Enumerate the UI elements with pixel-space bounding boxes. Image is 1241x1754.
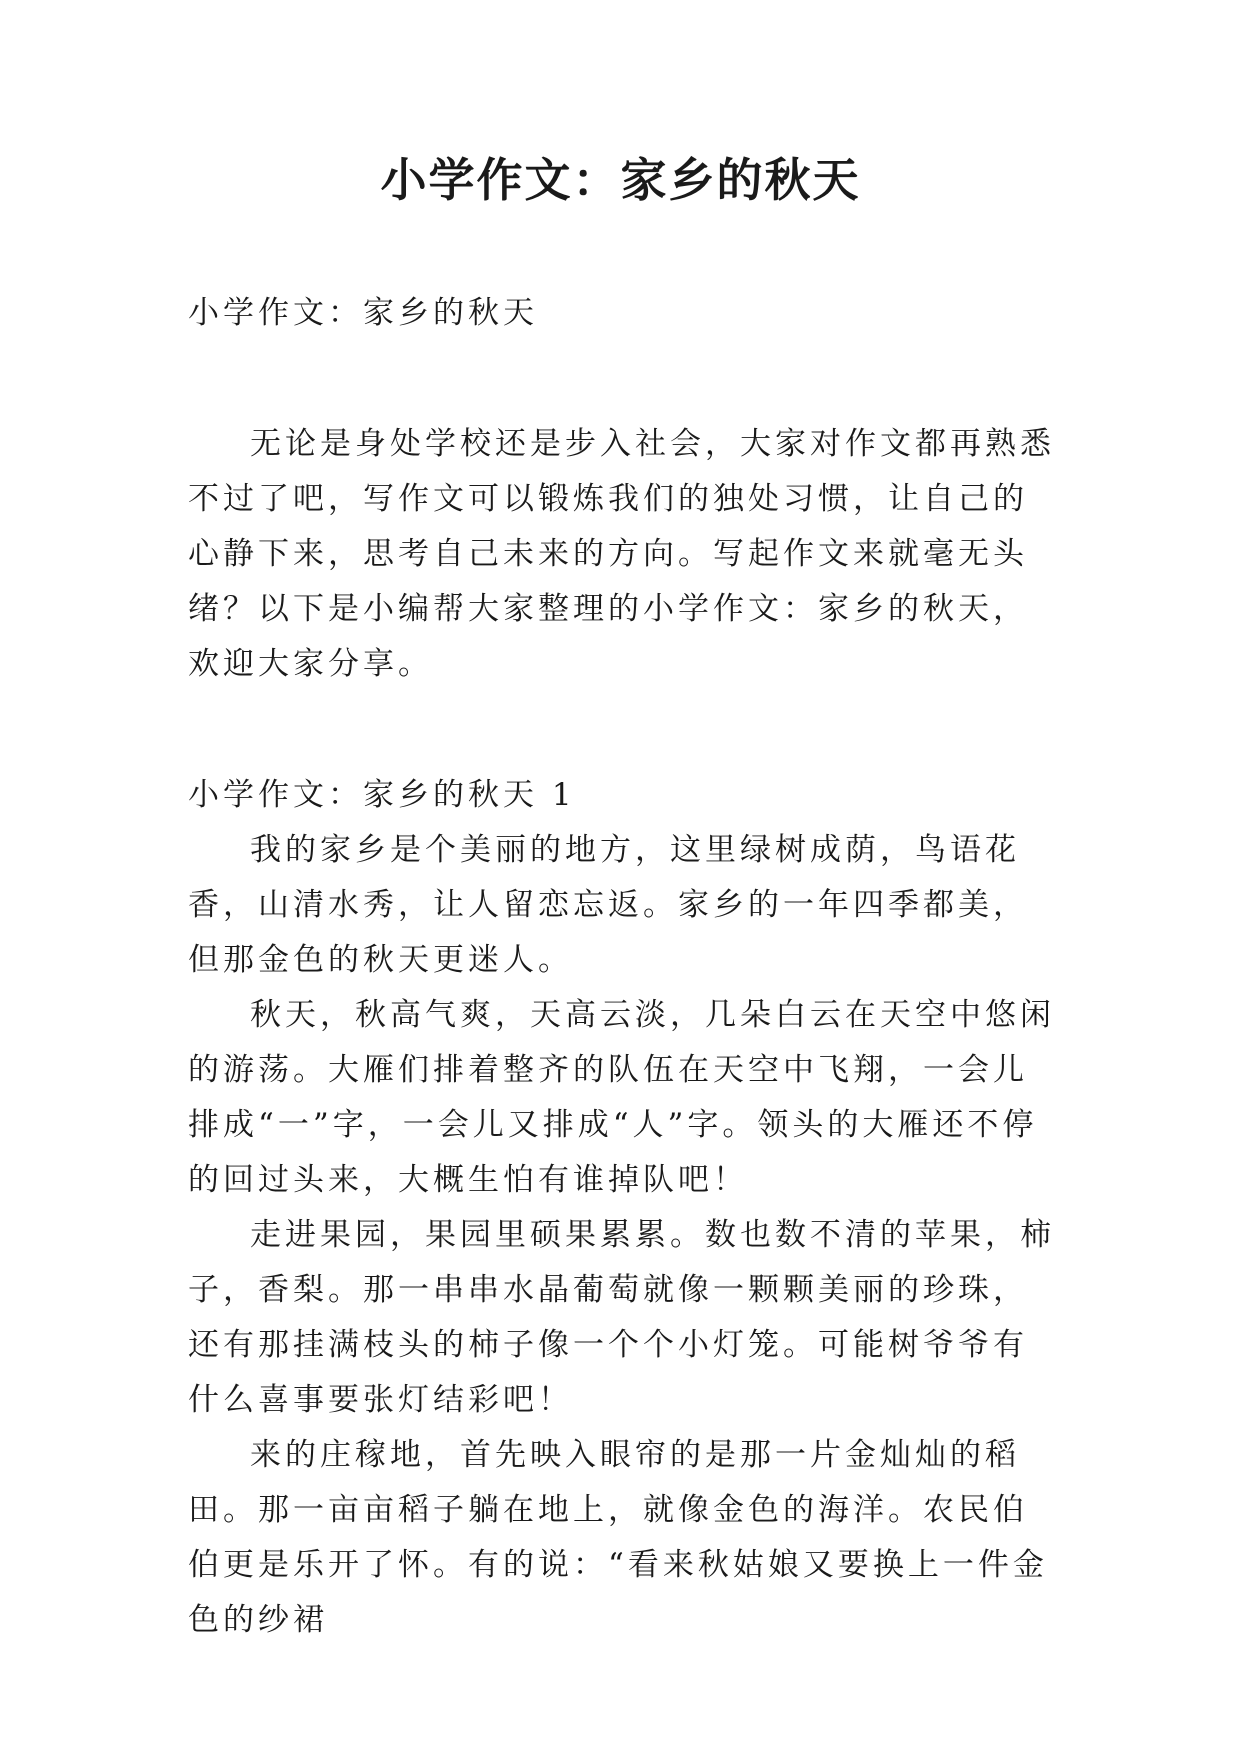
document-body — [188, 286, 1058, 1648]
body-paragraph: 秋天，秋高气爽，天高云淡，几朵白云在天空中悠闲的游荡。大雁们排着整齐的队伍在天空中飞翔，一会儿排成“一”字，一会儿又排成“人”字。领头的大雁还不停的回过头来，大概生怕有谁掉队吧！ — [188, 997, 1055, 1198]
body-paragraph: 来的庄稼地，首先映入眼帘的是那一片金灿灿的稻田。那一亩亩稻子躺在地上，就像金色的海洋。农民伯伯更是乐开了怀。有的说：“看来秋姑娘又要换上一件金色的纱裙 — [188, 1437, 1048, 1638]
body-paragraph: 我的家乡是个美丽的地方，这里绿树成荫，鸟语花香，山清水秀，让人留恋忘返。家乡的一年四季都美，但那金色的秋天更迷人。 — [188, 832, 1028, 978]
intro-paragraph: 无论是身处学校还是步入社会，大家对作文都再熟悉不过了吧，写作文可以锻炼我们的独处习惯，让自己的心静下来，思考自己未来的方向。写起作文来就毫无头绪？以下是小编帮大家整理的小学作文：家乡的秋天，欢迎大家分享。 — [188, 426, 1055, 682]
section-title: 小学作文：家乡的秋天 1 — [188, 777, 576, 813]
document-title: 小学作文：家乡的秋天 — [380, 153, 861, 207]
body-paragraph: 走进果园，果园里硕果累累。数也数不清的苹果，柿子，香梨。那一串串水晶葡萄就像一颗颗美丽的珍珠，还有那挂满枝头的柿子像一个个小灯笼。可能树爷爷有什么喜事要张灯结彩吧！ — [188, 1217, 1055, 1418]
document-subtitle: 小学作文：家乡的秋天 — [188, 295, 538, 331]
